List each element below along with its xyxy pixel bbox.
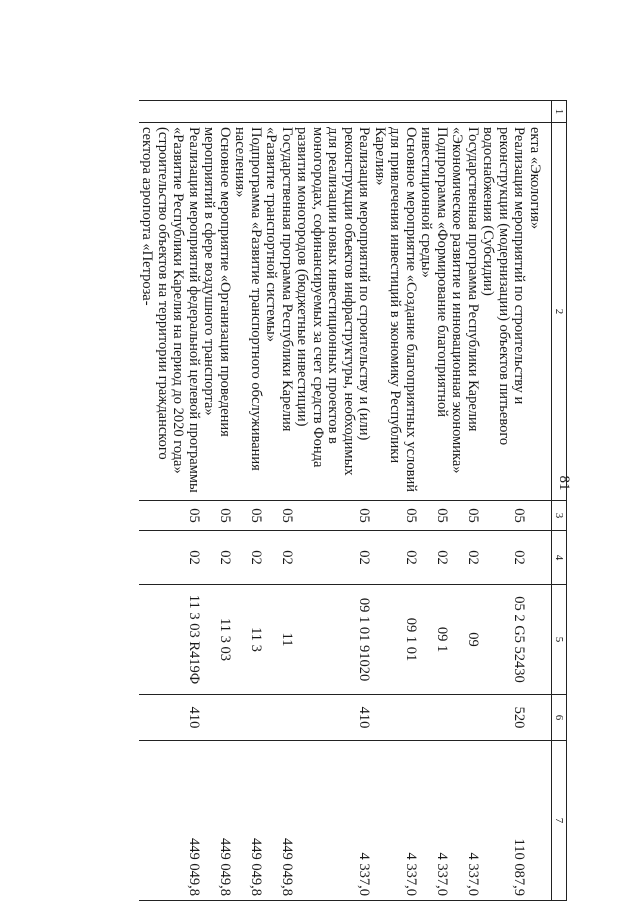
row-value-c3: 05 [480,501,527,531]
row-value-c6 [232,695,263,741]
row-value-c7: 449 049,8 [232,741,263,901]
row-value-c4: 02 [201,531,232,585]
table-row [418,101,449,901]
row-value-c6 [372,695,419,741]
row-value-c6 [418,695,449,741]
row-number-cell [449,101,480,123]
row-value-c4: 02 [232,531,263,585]
row-value-c3: 05 [294,501,372,531]
row-number-cell [294,101,372,123]
table-row [372,101,419,901]
row-number-cell [139,101,201,123]
row-description: Основное мероприятие «Организация проведения мероприятий в сфере воздушного транспорта» [201,123,232,501]
row-value-c6 [527,695,552,741]
row-value-c6: 410 [139,695,201,741]
row-value-c7: 4 337,0 [372,741,419,901]
row-value-c7: 110 087,9 [480,741,527,901]
column-header: 4 [552,531,567,585]
row-value-c5 [527,585,552,695]
row-value-c3: 05 [263,501,294,531]
row-value-c7 [527,741,552,901]
row-value-c5: 11 3 03 R419Ф [139,585,201,695]
row-value-c7: 449 049,8 [263,741,294,901]
table-header-row [552,101,567,901]
row-value-c3: 05 [372,501,419,531]
row-description: Реализация мероприятий по строительству и (или) реконструкции объектов инфраструктуры, необходимых для реализации новых инвестиционных проектов в моногородах, софинансируемых за счет средств Фонда развития моногородов (бюджетные инвестиции) [294,123,372,501]
table-row [449,101,480,901]
row-value-c3: 05 [418,501,449,531]
row-number-cell [527,101,552,123]
row-description: Государственная программа Республики Карелия «Экономическое развитие и инновационная экономика» [449,123,480,501]
row-value-c7: 449 049,8 [139,741,201,901]
row-number-cell [263,101,294,123]
table-row [294,101,372,901]
column-header: 7 [552,741,567,901]
row-value-c4: 02 [263,531,294,585]
table-row [232,101,263,901]
column-header: 6 [552,695,567,741]
row-value-c5: 11 3 [232,585,263,695]
row-value-c5: 11 3 03 [201,585,232,695]
row-value-c3 [527,501,552,531]
row-value-c4: 02 [418,531,449,585]
row-value-c4: 02 [139,531,201,585]
row-value-c7: 4 337,0 [418,741,449,901]
row-value-c5: 11 [263,585,294,695]
table-row [201,101,232,901]
row-value-c5: 09 1 01 [372,585,419,695]
row-description: екта «Экология» [527,123,552,501]
row-description: Подпрограмма «Развитие транспортного обслуживания населения» [232,123,263,501]
budget-table [139,100,567,901]
row-number-cell [480,101,527,123]
row-value-c4 [527,531,552,585]
row-value-c4: 02 [372,531,419,585]
row-value-c5: 09 [449,585,480,695]
row-value-c3: 05 [201,501,232,531]
row-value-c3: 05 [232,501,263,531]
table-row [263,101,294,901]
row-value-c4: 02 [294,531,372,585]
row-number-cell [201,101,232,123]
row-value-c4: 02 [480,531,527,585]
row-description: Подпрограмма «Формирование благоприятной инвестиционной среды» [418,123,449,501]
table-row [527,101,552,901]
row-description: Реализация мероприятий федеральной целевой программы «Развитие Республики Карелия на период до 2020 года» (строительство объектов на территории гражданского сектора аэропорта «Петроза- [139,123,201,501]
table-row [480,101,527,901]
column-header: 3 [552,501,567,531]
row-description: Государственная программа Республики Карелия «Развитие транспортной системы» [263,123,294,501]
row-value-c5: 09 1 [418,585,449,695]
table-row [139,101,201,901]
row-value-c6 [201,695,232,741]
page-number: 81 [556,475,572,491]
column-header: 5 [552,585,567,695]
row-value-c7: 4 337,0 [294,741,372,901]
row-value-c6 [449,695,480,741]
row-number-cell [232,101,263,123]
rotated-page [47,100,567,900]
row-value-c7: 4 337,0 [449,741,480,901]
row-value-c3: 05 [449,501,480,531]
row-value-c6: 410 [294,695,372,741]
row-value-c7: 449 049,8 [201,741,232,901]
row-number-cell [418,101,449,123]
row-value-c6: 520 [480,695,527,741]
row-value-c5: 05 2 G5 52430 [480,585,527,695]
row-value-c3: 05 [139,501,201,531]
row-description: Реализация мероприятий по строительству и реконструкции (модернизации) объектов питьевого водоснабжения (Субсидии) [480,123,527,501]
row-value-c5: 09 1 01 91020 [294,585,372,695]
row-number-cell [372,101,419,123]
row-value-c6 [263,695,294,741]
row-description: Основное мероприятие «Создание благоприятных условий для привлечения инвестиций в экономику Республики Карелия» [372,123,419,501]
column-header: 2 [552,123,567,501]
column-header: 1 [552,101,567,123]
row-value-c4: 02 [449,531,480,585]
